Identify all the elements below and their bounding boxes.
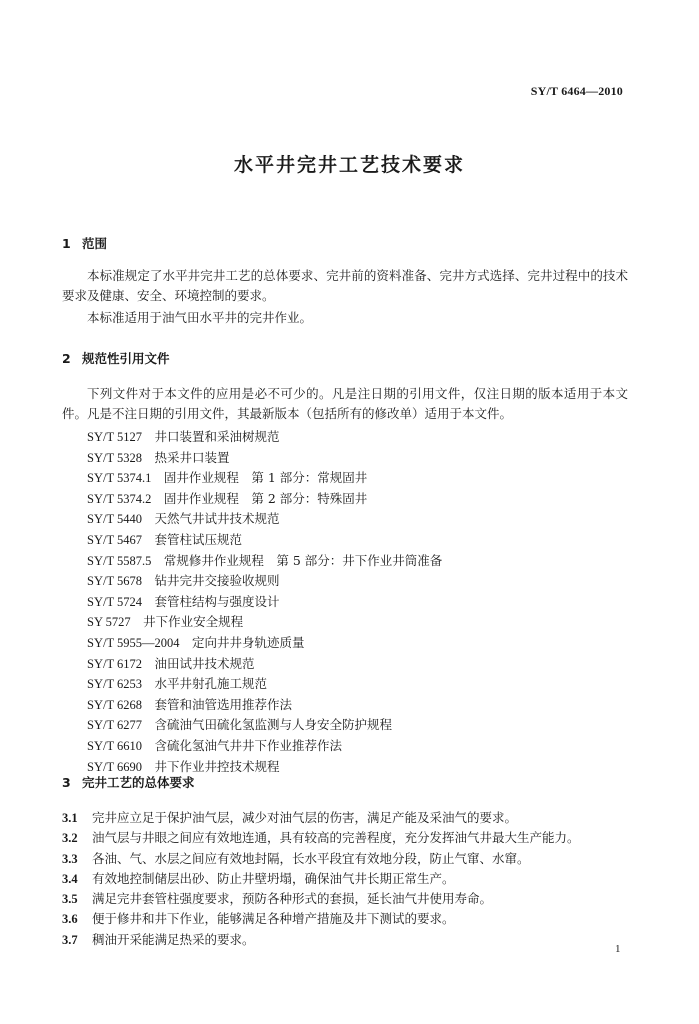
normative-references-list [87, 427, 442, 777]
section-number: 1 [62, 236, 71, 251]
reference-item [87, 633, 442, 654]
requirement-item [62, 889, 580, 909]
clause-text: 完井应立足于保护油气层，减少对油气层的伤害，满足产能及采油气的要求。 [92, 810, 518, 825]
requirement-item [62, 808, 580, 828]
reference-code: SY/T 6277 [87, 718, 142, 733]
reference-code: SY/T 5724 [87, 594, 142, 609]
clause-number: 3.5 [62, 892, 78, 907]
reference-code: SY/T 5678 [87, 574, 142, 589]
reference-code: SY/T 5955—2004 [87, 635, 180, 650]
reference-item [87, 468, 442, 489]
page-number: 1 [615, 943, 621, 955]
reference-title: 水平井射孔施工规范 [154, 676, 268, 692]
section-number: 2 [62, 351, 71, 366]
reference-title: 钻井完井交接验收规则 [154, 573, 280, 589]
reference-item [87, 448, 442, 469]
requirement-item [62, 869, 580, 889]
reference-code: SY 5727 [87, 615, 131, 630]
reference-item [87, 509, 442, 530]
section-1-paragraph-1: 本标准规定了水平井完井工艺的总体要求、完井前的资料准备、完井方式选择、完井过程中的技术要求及健康、安全、环境控制的要求。 [62, 268, 628, 303]
reference-code: SY/T 5328 [87, 450, 142, 465]
reference-code: SY/T 6610 [87, 738, 142, 753]
clause-number: 3.7 [62, 932, 78, 947]
clause-number: 3.3 [62, 851, 78, 866]
document-title: 水平井完井工艺技术要求 [233, 154, 465, 176]
section-number: 3 [62, 775, 71, 790]
clause-text: 油气层与井眼之间应有效地连通，具有较高的完善程度，充分发挥油气井最大生产能力。 [92, 830, 580, 846]
reference-item [87, 427, 442, 448]
reference-item [87, 654, 442, 675]
section-heading-text: 范围 [82, 236, 108, 251]
clause-number: 3.4 [62, 871, 78, 886]
reference-code: SY/T 5587.5 [87, 553, 152, 568]
reference-code: SY/T 6253 [87, 677, 142, 692]
reference-item [87, 571, 442, 592]
requirement-item [62, 909, 580, 929]
reference-item [87, 592, 442, 613]
reference-title: 井下作业井控技术规程 [154, 758, 280, 774]
reference-item [87, 736, 442, 757]
section-1-paragraph-2: 本标准适用于油气田水平井的完井作业。 [87, 310, 313, 325]
section-3-heading [62, 773, 195, 791]
reference-title: 热采井口装置 [154, 449, 230, 465]
reference-item [87, 530, 442, 551]
clause-text: 便于修井和井下作业，能够满足各种增产措施及井下测试的要求。 [92, 911, 455, 927]
reference-code: SY/T 5374.2 [87, 491, 152, 506]
standard-code: SY/T 6464—2010 [530, 84, 623, 98]
reference-title: 油田试井技术规范 [154, 655, 255, 671]
reference-title: 井下作业安全规程 [143, 614, 244, 630]
reference-title: 套管柱试压规范 [154, 531, 243, 547]
clause-number: 3.6 [62, 912, 78, 927]
reference-item [87, 715, 442, 736]
reference-title: 含硫化氢油气井井下作业推荐作法 [154, 737, 343, 753]
reference-title: 常规修井作业规程 第 5 部分：井下作业井筒准备 [163, 552, 443, 568]
clause-text: 稠油开采能满足热采的要求。 [92, 931, 255, 947]
reference-item [87, 674, 442, 695]
section-1-heading [62, 234, 107, 252]
clause-text: 各油、气、水层之间应有效地封隔，长水平段宜有效地分段，防止气窜、水窜。 [92, 850, 530, 866]
reference-code: SY/T 5127 [87, 430, 142, 444]
requirement-item [62, 849, 580, 869]
reference-code: SY/T 6172 [87, 656, 142, 671]
section-2-heading [62, 349, 170, 367]
reference-title: 天然气井试井技术规范 [154, 511, 280, 527]
reference-title: 井口装置和采油树规范 [154, 429, 280, 444]
reference-code: SY/T 5440 [87, 512, 142, 527]
reference-item [87, 612, 442, 633]
clause-number: 3.1 [62, 811, 78, 825]
reference-title: 套管柱结构与强度设计 [154, 593, 280, 609]
clause-text: 满足完井套管柱强度要求，预防各种形式的套损，延长油气井使用寿命。 [92, 891, 493, 907]
reference-code: SY/T 6268 [87, 697, 142, 712]
reference-title: 含硫油气田硫化氢监测与人身安全防护规程 [154, 717, 393, 733]
reference-item [87, 551, 442, 572]
reference-item [87, 695, 442, 716]
reference-title: 定向井井身轨迹质量 [192, 634, 305, 650]
section-heading-text: 规范性引用文件 [82, 351, 170, 366]
reference-item [87, 489, 442, 510]
requirement-item [62, 828, 580, 848]
reference-code: SY/T 5374.1 [87, 471, 152, 486]
reference-title: 固井作业规程 第 2 部分：特殊固井 [163, 490, 368, 506]
clause-text: 有效地控制储层出砂、防止井壁坍塌，确保油气井长期正常生产。 [92, 870, 455, 886]
clause-number: 3.2 [62, 831, 78, 846]
general-requirements-list [62, 808, 580, 950]
reference-title: 套管和油管选用推荐作法 [154, 696, 293, 712]
requirement-item [62, 930, 580, 950]
reference-code: SY/T 6690 [87, 759, 142, 774]
section-2-intro: 下列文件对于本文件的应用是必不可少的。凡是注日期的引用文件，仅注日期的版本适用于本文件。凡是不注日期的引用文件，其最新版本（包括所有的修改单）适用于本文件。 [62, 386, 628, 421]
reference-code: SY/T 5467 [87, 532, 142, 547]
section-heading-text: 完井工艺的总体要求 [82, 775, 195, 790]
reference-title: 固井作业规程 第 1 部分：常规固井 [163, 470, 368, 486]
